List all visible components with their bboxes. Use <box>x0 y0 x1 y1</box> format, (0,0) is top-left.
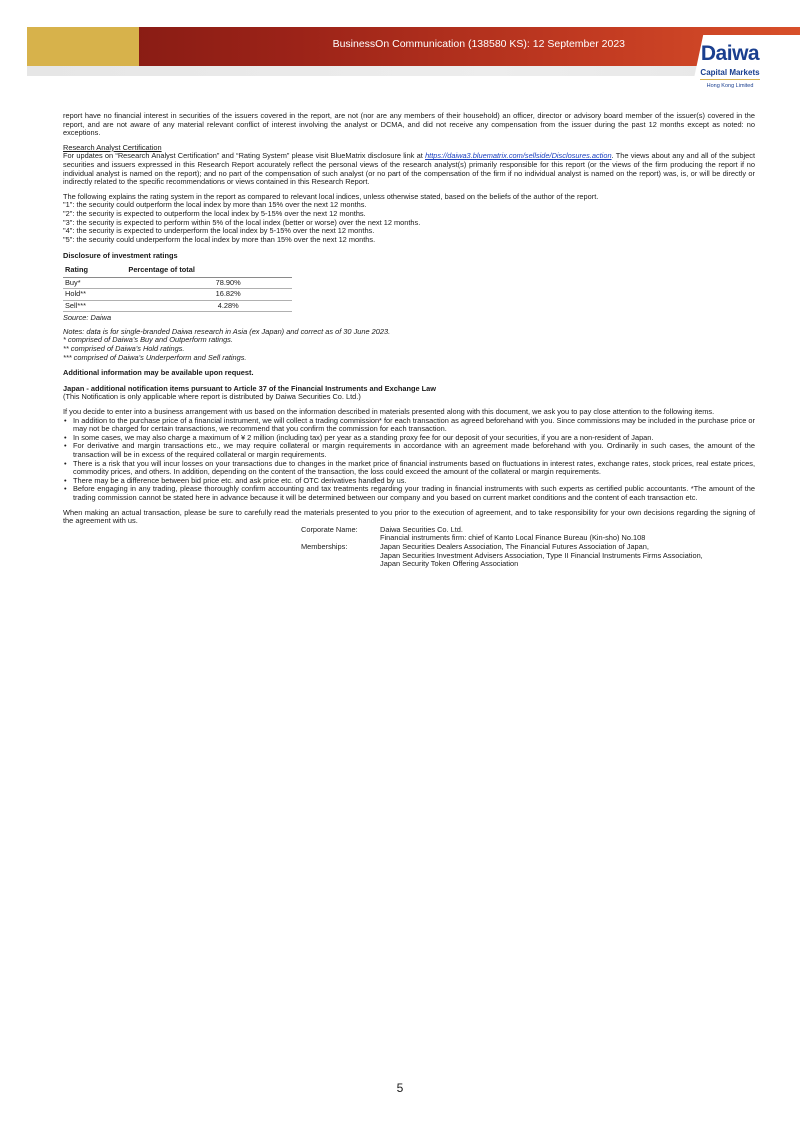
disclosure-section <box>63 252 755 378</box>
bullet-icon: • <box>64 415 67 425</box>
membership-line: Japan Securities Investment Advisers Association, Type II Financial Instruments Firms Association, <box>380 550 703 560</box>
rating-line: "4": the security is expected to underperform the local index by 5-15% over the next 12 months. <box>63 226 375 236</box>
logo-capital-markets: Capital Markets <box>700 68 760 77</box>
table-cell-percentage: 78.90% <box>126 277 292 289</box>
certification-heading: Research Analyst Certification <box>63 142 162 152</box>
rating-line: "2": the security is expected to outperform the local index by 5-15% over the next 12 months. <box>63 208 366 218</box>
certification-section <box>63 144 755 187</box>
bullet-icon: • <box>64 484 67 494</box>
bullet-icon: • <box>64 432 67 442</box>
list-item <box>64 484 755 502</box>
table-row <box>63 300 292 312</box>
note-line: * comprised of Daiwa’s Buy and Outperform ratings. <box>63 335 233 345</box>
intro-paragraph: report have no financial interest in securities of the issuers covered in the report, are not (nor are any members of their household) an officer, director or advisory board member of the issuer(s) covered in the report, and are not aware of any material relevant conflict of interest involving the analyst or DCMA, and did not receive any compensation from the issuer during the past 12 months except as noted: no exceptions. <box>63 111 755 138</box>
report-title: BusinessOn Communication (138580 KS): 12 September 2023 <box>332 38 625 50</box>
list-item <box>64 441 755 459</box>
ratings-table <box>63 264 292 312</box>
daiwa-logo: Daiwa <box>700 42 760 65</box>
bullet-icon: • <box>64 441 67 451</box>
header-gold-block <box>27 27 139 66</box>
table-source: Source: Daiwa <box>63 313 112 323</box>
logo-hong-kong: Hong Kong Limited <box>706 83 754 89</box>
logo-divider <box>700 79 760 80</box>
membership-line: Japan Security Token Offering Association <box>380 559 519 569</box>
corporate-info <box>63 524 755 569</box>
rating-system-intro: The following explains the rating system in the report as compared to relevant local indices, unless otherwise stated, based on the beliefs of the author of the report. <box>63 191 599 201</box>
membership-line: Japan Securities Dealers Association, The Financial Futures Association of Japan, <box>380 541 649 551</box>
note-line: *** comprised of Daiwa’s Underperform and Sell ratings. <box>63 352 247 362</box>
table-cell-percentage: 16.82% <box>126 289 292 301</box>
page-number: 5 <box>396 1081 404 1095</box>
list-item-text: There may be a difference between bid price etc. and ask price etc. of OTC derivatives handled by us. <box>73 475 407 485</box>
memberships-label: Memberships: <box>301 541 348 551</box>
table-cell-rating: Sell*** <box>63 300 126 312</box>
list-item-text: There is a risk that you will incur losses on your transactions due to changes in the market price of financial instruments based on fluctuations in interest rates, exchange rates, stock prices, real estate prices, commodity prices, and others. In addition, depending on the content of the transaction, the loss could exceed the amount of the collateral or margin requirements. <box>73 458 755 477</box>
rating-line: "1": the security could outperform the local index by more than 15% over the next 12 months. <box>63 200 367 210</box>
corporate-license: Financial instruments firm: chief of Kanto Local Finance Bureau (Kin-sho) No.108 <box>380 533 646 543</box>
bullet-icon: • <box>64 475 67 485</box>
table-header-row <box>63 264 292 277</box>
list-item-text: In some cases, we may also charge a maximum of ¥ 2 million (including tax) per year as a standing proxy fee for our deposit of your securities, if you are a non-resident of Japan. <box>73 432 654 442</box>
table-row <box>63 277 292 289</box>
japan-subheading: (This Notification is only applicable where report is distributed by Daiwa Securities Co. Ltd.) <box>63 392 361 402</box>
disclosure-link[interactable]: https://daiwa3.bluematrix.com/sellside/Disclosures.action <box>425 151 612 161</box>
list-item-text: For derivative and margin transactions etc., we may require collateral or margin requirements in accordance with an agreement made beforehand with you. Ordinarily in such cases, the amount of the transaction will be in excess of the required collateral or margin requirements. <box>73 441 755 459</box>
list-item <box>64 415 755 434</box>
japan-bullet-list <box>63 417 755 503</box>
bullet-icon: • <box>64 458 67 468</box>
list-item-text: Before engaging in any trading, please thoroughly confirm accounting and tax treatments regarding your trading in financial instruments with such experts as certified public accountants. *The amount of the trading commission cannot be stated here in advance because it will be determined between our company and you based on current market conditions and the content of each transaction etc. <box>73 484 755 502</box>
disclosure-heading: Disclosure of investment ratings <box>63 251 178 261</box>
rating-system-section <box>63 193 755 245</box>
certification-text-after: . The views about any and all of the subject securities and issuers expressed in this Research Report accurately reflect the personal views of the research analyst(s) primarily responsible for this report (or the views of the firm producing the report if no individual analyst is named on the report); and no part of the compensation of such analyst (or no part of the compensation of the firm if no individual analyst is named on the report) was, is, or will be directly or indirectly related to the specific recommendations or views contained in this Research Report. <box>63 151 755 187</box>
document-body <box>63 111 755 569</box>
rating-line: "5": the security could underperform the local index by more than 15% over the next 12 months. <box>63 234 376 244</box>
table-cell-rating: Buy* <box>63 277 126 289</box>
japan-heading: Japan - additional notification items pursuant to Article 37 of the Financial Instruments and Exchange Law <box>63 383 437 393</box>
list-item-text: In addition to the purchase price of a financial instrument, we will collect a trading commission* for each transaction as agreed beforehand with you. Since commissions may be included in the purchase price or may not be charged for certain transactions, we recommend that you confirm the commission for each transaction. <box>73 415 755 434</box>
corporate-name: Daiwa Securities Co. Ltd. <box>380 524 463 534</box>
certification-paragraph <box>63 152 755 186</box>
additional-info: Additional information may be available upon request. <box>63 368 254 378</box>
japan-intro: If you decide to enter into a business arrangement with us based on the information described in materials presented along with this document, we ask you to pay close attention to the following items. <box>63 407 715 417</box>
table-cell-percentage: 4.28% <box>126 300 292 312</box>
note-line: ** comprised of Daiwa’s Hold ratings. <box>63 344 185 354</box>
corporate-name-label: Corporate Name: <box>301 524 358 534</box>
japan-closing: When making an actual transaction, please be sure to carefully read the materials presented to you prior to the execution of agreement, and to take responsibility for your own decisions regarding the signing of the agreement with us. <box>63 507 755 526</box>
certification-text-before: For updates on “Research Analyst Certification” and “Rating System” please visit BlueMatrix disclosure link at <box>63 151 426 161</box>
japan-section <box>63 385 755 526</box>
header-gray-strip <box>27 66 800 76</box>
table-header-rating: Rating <box>63 264 126 277</box>
list-item <box>64 458 755 477</box>
rating-line: "3": the security is expected to perform within 5% of the local index (better or worse) over the next 12 months. <box>63 217 421 227</box>
table-row <box>63 289 292 301</box>
table-header-percentage: Percentage of total <box>126 264 292 277</box>
note-line: Notes: data is for single-branded Daiwa research in Asia (ex Japan) and correct as of 30 June 2023. <box>63 326 391 336</box>
table-cell-rating: Hold** <box>63 289 126 301</box>
